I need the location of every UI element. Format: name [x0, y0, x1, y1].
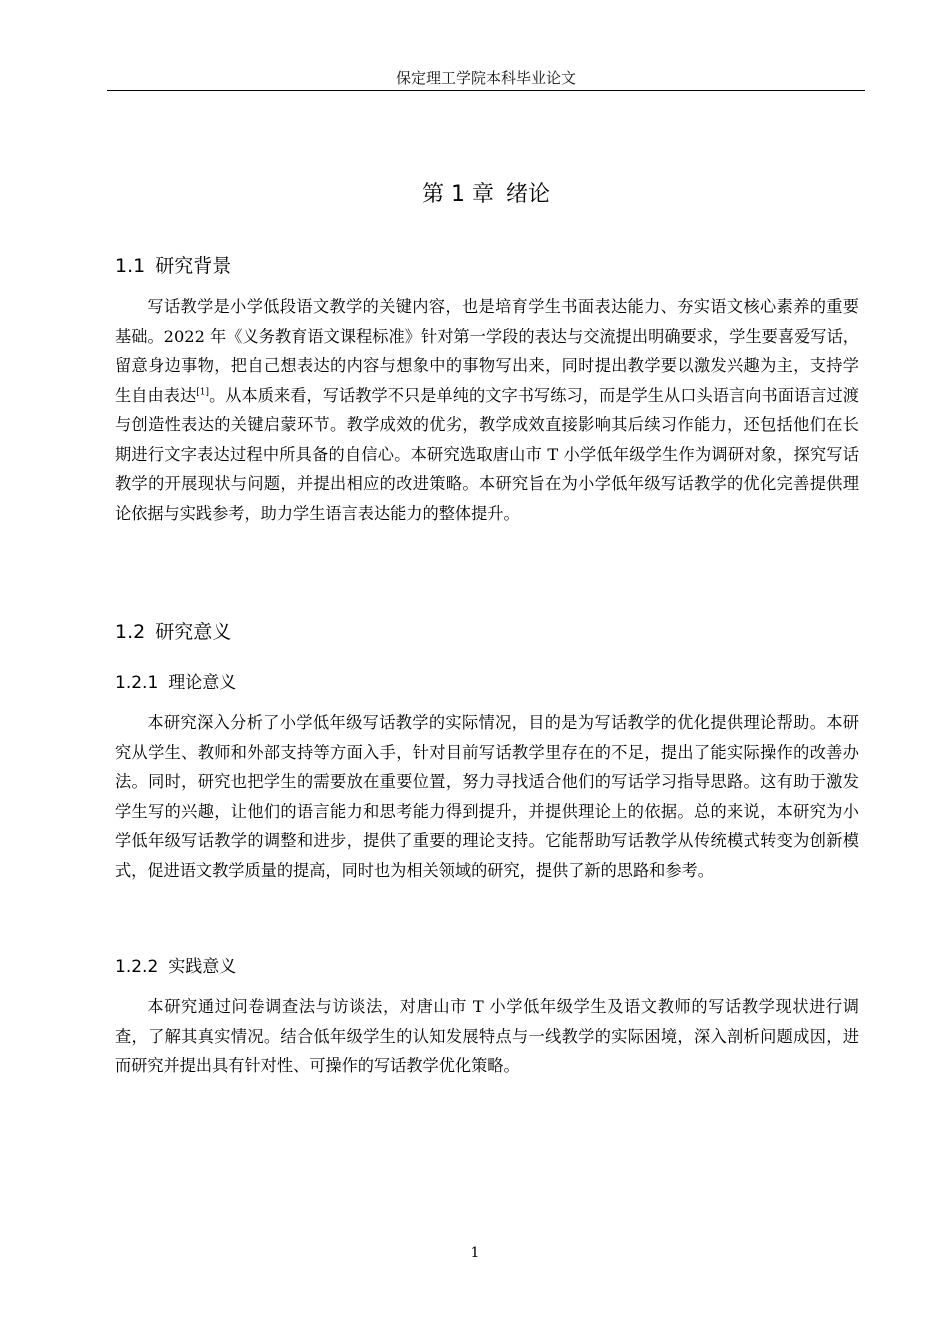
subsection-heading-1-2-2 [115, 955, 236, 979]
paragraph-practical-significance: 本研究通过问卷调查法与访谈法，对唐山市 T 小学低年级学生及语文教师的写话教学现状进行调查，了解其真实情况。结合低年级学生的认知发展特点与一线教学的实际困境，深入剖析问题成因，进而研究并提出具有针对性、可操作的写话教学优化策略。 [115, 997, 859, 1075]
paragraph-research-background [115, 292, 859, 528]
subsection-number: 1.2.1 [115, 673, 159, 693]
subsection-title: 理论意义 [168, 673, 237, 693]
paragraph-text: 写话教学是小学低段语文教学的关键内容，也是培育学生书面表达能力、夯实语文核心素养的重要基础。2022 年《义务教育语文课程标准》针对第一学段的表达与交流提出明确要求，学生要喜爱写话，留意身边事物，把自己想表达的内容与想象中的事物写出来，同时提出教学要以激发兴趣为主，支持学生自由表达 [115, 297, 859, 405]
running-header: 保定理工学院本科毕业论文 [395, 69, 576, 87]
subsection-number: 1.2.2 [115, 957, 159, 977]
header-rule [107, 90, 865, 91]
section-title: 研究背景 [155, 255, 232, 277]
paragraph-text: 。从本质来看，写话教学不只是单纯的文字书写练习，而是学生从口头语言向书面语言过渡与创造性表达的关键启蒙环节。教学成效的优劣，教学成效直接影响其后续习作能力，还包括他们在长期进行文字表达过程中所具备的自信心。本研究选取唐山市 T 小学低年级学生作为调研对象，探究写话教学的开展现状与问题，并提出相应的改进策略。本研究旨在为小学低年级写话教学的优化完善提供理论依据与实践参考，助力学生语言表达能力的整体提升。 [115, 385, 859, 523]
section-title: 研究意义 [155, 621, 232, 643]
chapter-title [107, 180, 865, 210]
section-number: 1.2 [115, 621, 146, 643]
paragraph-theoretical-significance: 本研究深入分析了小学低年级写话教学的实际情况，目的是为写话教学的优化提供理论帮助。本研究从学生、教师和外部支持等方面入手，针对目前写话教学里存在的不足，提出了能实际操作的改善办法。同时，研究也把学生的需要放在重要位置，努力寻找适合他们的写话学习指导思路。这有助于激发学生写的兴趣，让他们的语言能力和思考能力得到提升，并提供理论上的依据。总的来说，本研究为小学低年级写话教学的调整和进步，提供了重要的理论支持。它能帮助写话教学从传统模式转变为创新模式，促进语文教学质量的提高，同时也为相关领域的研究，提供了新的思路和参考。 [115, 713, 859, 880]
chapter-name: 绪论 [505, 182, 550, 207]
section-heading-1-1 [115, 253, 231, 279]
subsection-heading-1-2-1 [115, 671, 236, 695]
citation-ref: [1] [196, 387, 209, 398]
section-number: 1.1 [115, 255, 146, 277]
chapter-number: 第 1 章 [422, 182, 494, 207]
section-heading-1-2 [115, 619, 231, 645]
subsection-title: 实践意义 [168, 957, 237, 977]
page-number: 1 [470, 1245, 480, 1261]
